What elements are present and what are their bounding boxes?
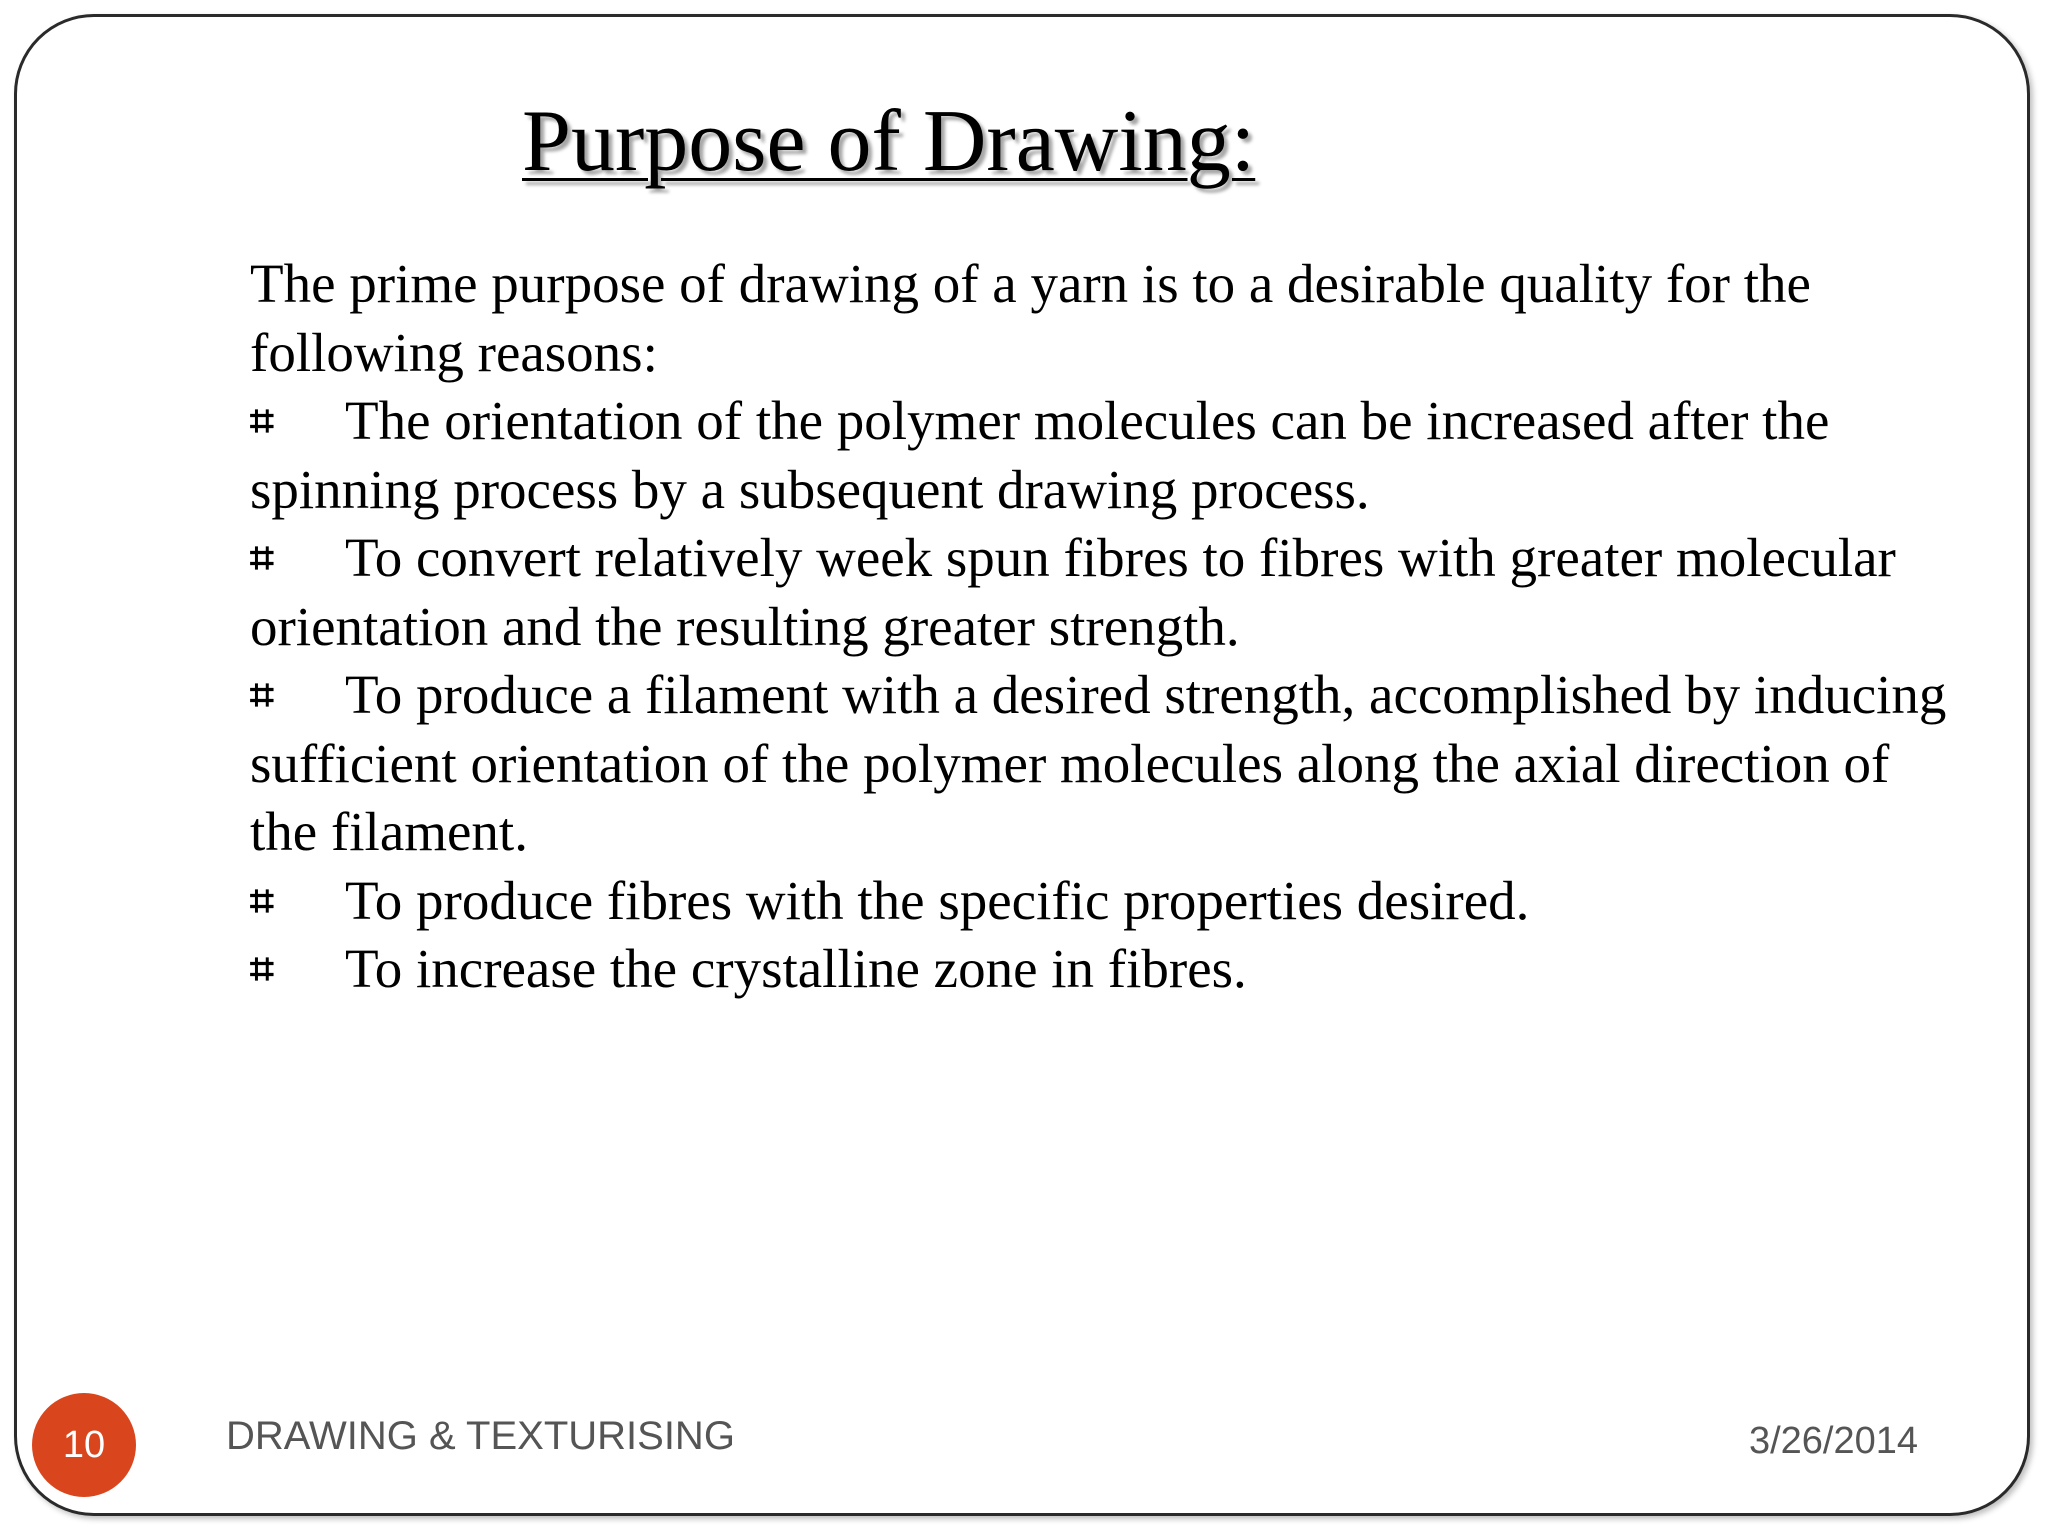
- slide-title: Purpose of Drawing:: [522, 93, 1256, 190]
- slide-number-badge: [32, 1393, 136, 1497]
- bullet-item: [250, 867, 1970, 936]
- bullet-text: To produce fibres with the specific properties desired.: [345, 869, 1530, 931]
- slide-body: [250, 250, 1970, 1004]
- bullet-item: [250, 661, 1970, 867]
- footer-date: 3/26/2014: [1748, 1420, 1918, 1462]
- bullet-item: [250, 387, 1970, 524]
- bullet-item: [250, 524, 1970, 661]
- square-hash-icon: ⌗: [250, 670, 274, 719]
- intro-paragraph: The prime purpose of drawing of a yarn is to a desirable quality for the following reasons:: [250, 253, 1811, 383]
- bullet-item: [250, 935, 1970, 1004]
- slide-number: 10: [62, 1423, 106, 1466]
- square-hash-icon: ⌗: [250, 944, 274, 993]
- square-hash-icon: ⌗: [250, 875, 274, 925]
- bullet-text: To convert relatively week spun fibres to fibres with greater molecular orientation and the resulting greater strength.: [250, 527, 1896, 657]
- bullet-text: To produce a filament with a desired strength, accomplished by inducing sufficient orientation of the polymer molecules along the axial direction of the filament.: [250, 664, 1947, 862]
- square-hash-icon: ⌗: [250, 396, 274, 445]
- bullet-text: The orientation of the polymer molecules can be increased after the spinning process by a subsequent drawing process.: [250, 390, 1830, 520]
- bullet-text: To increase the crystalline zone in fibres.: [345, 938, 1247, 999]
- square-hash-icon: ⌗: [250, 533, 274, 582]
- footer-title: DRAWING & TEXTURISING: [226, 1414, 735, 1458]
